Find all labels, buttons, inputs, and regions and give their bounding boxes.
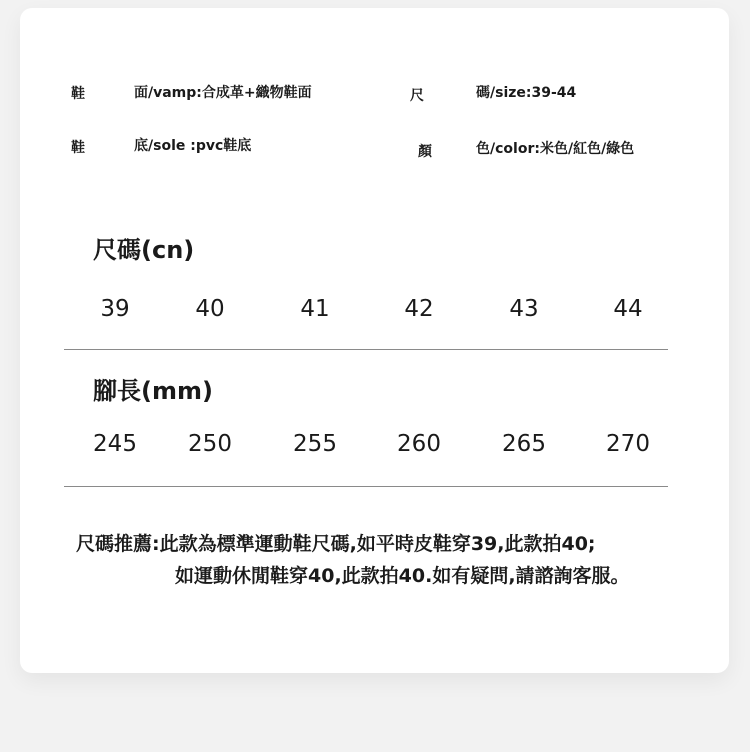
divider-bottom [64,486,668,487]
cn-size-39: 39 [100,296,130,322]
size-recommendation-line1: 尺碼推薦:此款為標準運動鞋尺碼,如平時皮鞋穿39,此款拍40; [76,533,596,555]
color-label-char: 顏 [418,144,432,160]
cn-size-41: 41 [300,296,330,322]
cn-size-44: 44 [613,296,643,322]
color-spec: 色/color:米色/紅色/綠色 [476,141,635,157]
sole-label-char: 鞋 [71,140,85,156]
cn-size-42: 42 [404,296,434,322]
foot-length-title: 腳長(mm) [93,377,213,405]
size-recommendation-line2: 如運動休閒鞋穿40,此款拍40.如有疑問,請諮詢客服。 [175,565,630,587]
foot-length-250: 250 [188,431,232,457]
foot-length-270: 270 [606,431,650,457]
sole-spec: 底/sole :pvc鞋底 [134,138,252,154]
vamp-label-char: 鞋 [71,86,85,102]
size-spec: 碼/size:39-44 [476,85,577,101]
cn-size-title: 尺碼(cn) [93,236,195,264]
cn-size-43: 43 [509,296,539,322]
divider-top [64,349,668,350]
foot-length-255: 255 [293,431,337,457]
foot-length-260: 260 [397,431,441,457]
cn-size-40: 40 [195,296,225,322]
foot-length-265: 265 [502,431,546,457]
vamp-spec: 面/vamp:合成革+織物鞋面 [134,85,312,101]
foot-length-245: 245 [93,431,137,457]
size-label-char: 尺 [410,88,424,104]
